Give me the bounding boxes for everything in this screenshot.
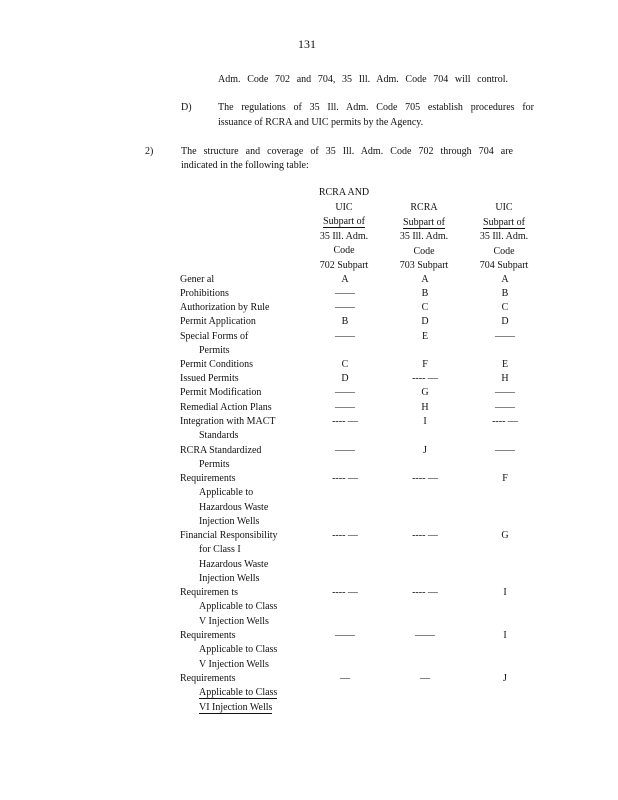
row-label-line: Injection Wells bbox=[199, 515, 260, 527]
row-label bbox=[180, 629, 290, 672]
cell-702: ---- — bbox=[332, 416, 358, 427]
header-704-line-1: UIC bbox=[495, 202, 513, 213]
header-703-line-4: Code bbox=[413, 245, 435, 257]
row-label-line: Permit Modification bbox=[180, 387, 262, 398]
header-702-line-2: UIC bbox=[335, 201, 353, 213]
header-703-line-2: Subpart of bbox=[403, 216, 445, 228]
cell-702: —— bbox=[335, 302, 355, 313]
page-number: 131 bbox=[298, 37, 316, 51]
row-label bbox=[180, 287, 290, 301]
cell-703: ---- — bbox=[412, 530, 438, 541]
cell-703: J bbox=[423, 445, 427, 456]
header-702-line-1: RCRA AND bbox=[318, 187, 370, 198]
column-header-704 bbox=[466, 201, 542, 274]
cell-703: C bbox=[421, 302, 429, 313]
row-label bbox=[180, 672, 290, 715]
header-703-line-3: 35 Ill. Adm. bbox=[399, 231, 449, 242]
row-label bbox=[180, 444, 290, 473]
row-label bbox=[180, 529, 290, 586]
row-label bbox=[180, 330, 290, 359]
row-label-line: Remedial Action Plans bbox=[180, 402, 272, 413]
row-label-line: Applicable to Class bbox=[199, 601, 278, 613]
cell-704: —— bbox=[495, 331, 515, 342]
column-header-703 bbox=[386, 201, 462, 274]
row-label-line: for Class I bbox=[199, 544, 241, 556]
row-label bbox=[180, 386, 290, 400]
item-2-line-2: indicated in the following table: bbox=[181, 160, 309, 171]
item-d-line-2: issuance of RCRA and UIC permits by the Agency. bbox=[218, 117, 424, 128]
cell-702: ---- — bbox=[332, 473, 358, 484]
row-label bbox=[180, 372, 290, 386]
cell-704: J bbox=[503, 673, 507, 684]
row-label-line: Applicable to Class bbox=[199, 644, 278, 656]
row-label bbox=[180, 415, 290, 444]
cell-703: — bbox=[420, 673, 430, 684]
cell-702: — bbox=[340, 673, 350, 684]
continuation-line: Adm. Code 702 and 704, 35 Ill. Adm. Code 704 will control. bbox=[218, 74, 508, 85]
cell-702: D bbox=[341, 373, 349, 384]
item-2-line-1: The structure and coverage of 35 Ill. Adm. Code 702 through 704 are bbox=[181, 146, 513, 157]
row-label-line: Special Forms of bbox=[180, 331, 249, 342]
cell-703: ---- — bbox=[412, 473, 438, 484]
row-label-line: Gener al bbox=[180, 274, 215, 285]
cell-702: ---- — bbox=[332, 530, 358, 541]
row-label bbox=[180, 273, 290, 287]
cell-702: —— bbox=[335, 402, 355, 413]
cell-702: —— bbox=[335, 288, 355, 299]
row-label-line: Integration with MACT bbox=[180, 416, 276, 427]
cell-704: A bbox=[501, 274, 509, 285]
cell-703: B bbox=[421, 288, 429, 299]
cell-703: E bbox=[421, 331, 429, 342]
column-header-702 bbox=[306, 186, 382, 273]
cell-702: —— bbox=[335, 445, 355, 456]
header-703-line-1: RCRA bbox=[410, 202, 438, 213]
row-label-line: Requiremen ts bbox=[180, 587, 239, 598]
cell-704: H bbox=[501, 373, 509, 384]
cell-704: E bbox=[501, 359, 509, 370]
cell-703: I bbox=[423, 416, 427, 427]
header-702-line-3: Subpart of bbox=[323, 216, 365, 227]
row-label-line: Permit Application bbox=[180, 316, 256, 327]
cell-704: ---- — bbox=[492, 416, 518, 427]
header-702-line-5: Code bbox=[333, 245, 355, 256]
header-704-line-2: Subpart of bbox=[483, 216, 525, 228]
row-label-line: Issued Permits bbox=[180, 373, 239, 384]
cell-704: G bbox=[501, 530, 509, 541]
row-label-line: Hazardous Waste bbox=[199, 501, 269, 513]
cell-702: —— bbox=[335, 331, 355, 342]
row-label-line: RCRA Standardized bbox=[180, 445, 262, 456]
row-label bbox=[180, 315, 290, 329]
item-d-marker: D) bbox=[181, 102, 192, 113]
row-label-line: Requirements bbox=[180, 630, 236, 641]
header-704-line-5: 704 Subpart bbox=[479, 260, 529, 271]
row-label-line: V Injection Wells bbox=[199, 615, 269, 627]
header-704-line-3: 35 Ill. Adm. bbox=[479, 231, 529, 242]
header-703-line-5: 703 Subpart bbox=[399, 260, 449, 271]
cell-702: —— bbox=[335, 387, 355, 398]
cell-704: F bbox=[502, 473, 508, 484]
row-label bbox=[180, 401, 290, 415]
row-label-line: Authorization by Rule bbox=[180, 302, 270, 313]
row-label-line: Permit Conditions bbox=[180, 359, 254, 370]
row-label-line: VI Injection Wells bbox=[199, 701, 273, 713]
row-label-line: Applicable to Class bbox=[199, 687, 278, 699]
row-label bbox=[180, 301, 290, 315]
item-2-marker: 2) bbox=[145, 146, 154, 157]
cell-704: —— bbox=[495, 402, 515, 413]
cell-703: ---- — bbox=[412, 587, 438, 598]
row-label-line: Permits bbox=[199, 345, 230, 357]
row-label-line: Financial Responsibility bbox=[180, 530, 278, 541]
row-label-line: Applicable to bbox=[199, 487, 254, 499]
cell-702: ---- — bbox=[332, 587, 358, 598]
row-label-line: Hazardous Waste bbox=[199, 558, 269, 570]
row-label-line: Permits bbox=[199, 459, 230, 471]
row-label-line: Requirements bbox=[180, 673, 236, 684]
cell-703: H bbox=[421, 402, 429, 413]
item-d-line-1: The regulations of 35 Ill. Adm. Code 705 establish procedures for bbox=[218, 102, 534, 113]
cell-703: G bbox=[421, 387, 429, 398]
cell-704: B bbox=[501, 288, 509, 299]
row-label-line: Prohibitions bbox=[180, 288, 229, 299]
header-702-line-4: 35 Ill. Adm. bbox=[319, 230, 369, 242]
cell-703: F bbox=[422, 359, 428, 370]
cell-704: D bbox=[501, 316, 509, 327]
row-label bbox=[180, 358, 290, 372]
cell-702: C bbox=[341, 359, 349, 370]
row-label-line: Standards bbox=[199, 430, 239, 442]
cell-703: A bbox=[421, 274, 429, 285]
cell-704: —— bbox=[495, 387, 515, 398]
row-label-line: V Injection Wells bbox=[199, 658, 269, 670]
row-label bbox=[180, 586, 290, 629]
cell-702: B bbox=[341, 316, 349, 327]
row-label-line: Requirements bbox=[180, 473, 236, 484]
cell-703: D bbox=[421, 316, 429, 327]
cell-704: I bbox=[503, 630, 507, 641]
cell-702: A bbox=[341, 274, 349, 285]
row-label-line: Injection Wells bbox=[199, 572, 260, 584]
cell-704: C bbox=[501, 302, 509, 313]
cell-702: —— bbox=[335, 630, 355, 641]
cell-704: —— bbox=[495, 445, 515, 456]
header-702-line-6: 702 Subpart bbox=[319, 259, 369, 271]
header-704-line-4: Code bbox=[493, 245, 515, 257]
row-label bbox=[180, 472, 290, 529]
cell-704: I bbox=[503, 587, 507, 598]
cell-703: ---- — bbox=[412, 373, 438, 384]
cell-703: —— bbox=[415, 630, 435, 641]
